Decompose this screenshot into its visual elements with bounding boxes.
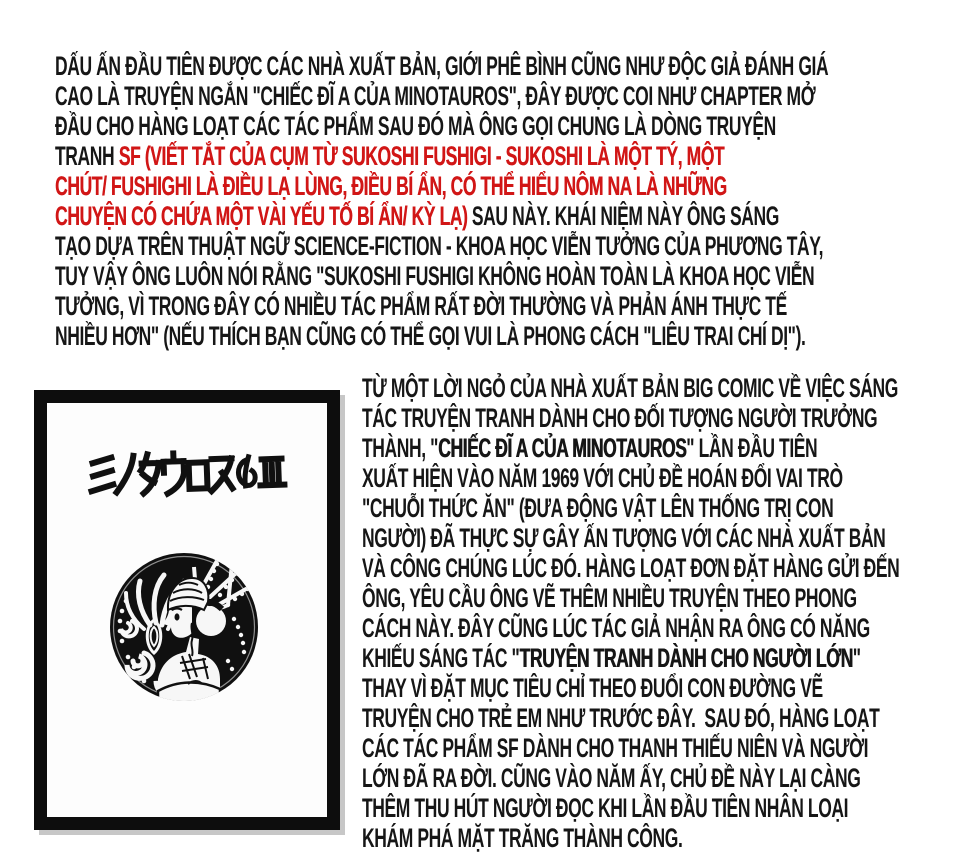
text-segment: TÁC TRUYỆN TRANH DÀNH CHO ĐỐI TƯỢNG NGƯỜI TRƯỞNG — [362, 403, 878, 433]
text-segment: XUẤT HIỆN VÀO NĂM 1969 VỚI CHỦ ĐỀ HOÁN ĐỔI VAI TRÒ — [362, 463, 843, 493]
text-line — [362, 433, 818, 463]
text-segment: TUY VẬY ÔNG LUÔN NÓI RẰNG "SUKOSHI FUSHIGI KHÔNG HOÀN TOÀN LÀ KHOA HỌC VIỄN — [55, 261, 815, 291]
text-segment: CÁCH NÀY. ĐÂY CŨNG LÚC TÁC GIẢ NHẬN RA ÔNG CÓ NĂNG — [362, 613, 870, 643]
intro-paragraph — [55, 51, 955, 351]
text-line — [55, 261, 815, 291]
text-line — [362, 583, 857, 613]
text-line — [55, 111, 776, 141]
text-segment: CHÚT/ FUSHIGHI LÀ ĐIỀU LẠ LÙNG, ĐIỀU BÍ ẨN, CÓ THỂ HIỂU NÔM NA LÀ NHỮNG — [55, 171, 727, 201]
text-line — [362, 613, 870, 643]
text-segment: TRUYỆN TRANH DÀNH CHO NGƯỜI LỚN — [519, 643, 853, 673]
text-line — [362, 823, 758, 853]
text-segment: NGƯỜI) ĐÃ THỰC SỰ GÂY ẤN TƯỢNG VỚI CÁC NHÀ XUẤT BẢN — [362, 523, 886, 553]
text-line — [362, 493, 834, 523]
text-segment: TẠO DỰA TRÊN THUẬT NGỮ SCIENCE-FICTION - KHOA HỌC VIỄN TƯỞNG CỦA PHƯƠNG TÂY, — [55, 231, 824, 261]
text-segment: THAY VÌ ĐẶT MỤC TIÊU CHỈ THEO ĐUỔI CON ĐƯỜNG VẼ — [362, 673, 823, 703]
text-segment: CÁC TÁC PHẨM SF DÀNH CHO THANH THIẾU NIÊN VÀ NGƯỜI — [362, 733, 869, 763]
text-line — [55, 231, 824, 261]
text-segment: THÊM THU HÚT NGƯỜI ĐỌC KHI LẦN ĐẦU TIÊN NHÂN LOẠI — [362, 793, 849, 823]
text-line — [362, 403, 878, 433]
text-segment: " — [852, 643, 861, 673]
text-line — [362, 643, 861, 673]
text-segment: TƯỞNG, VÌ TRONG ĐÂY CÓ NHIỀU TÁC PHẨM RẤT ĐỜI THƯỜNG VÀ PHẢN ÁNH THỰC TẾ — [55, 291, 787, 321]
text-segment: "CHUỖI THỨC ĂN" (ĐƯA ĐỘNG VẬT LÊN THỐNG TRỊ CON — [362, 493, 834, 523]
text-segment: CAO LÀ TRUYỆN NGẮN "CHIẾC ĐĨ A CỦA MINOTAUROS", ĐÂY ĐƯỢC COI NHƯ CHAPTER MỞ — [55, 81, 816, 111]
text-line — [362, 733, 869, 763]
text-line — [362, 763, 861, 793]
text-line — [362, 523, 886, 553]
text-segment: KHIẾU SÁNG TÁC " — [362, 643, 520, 673]
text-line — [362, 463, 843, 493]
text-line — [362, 373, 898, 403]
hair-strand — [191, 623, 192, 656]
hair-bun — [196, 606, 226, 636]
text-line — [55, 291, 787, 321]
text-line — [55, 141, 725, 171]
text-segment: CHUYỆN CÓ CHỨA MỘT VÀI YẾU TỐ BÍ ẨN/ KỲ LẠ) — [55, 201, 468, 231]
text-segment: TRANH — [55, 141, 119, 171]
text-line — [55, 201, 779, 231]
text-line — [55, 321, 806, 351]
text-segment: VÀ CÔNG CHÚNG LÚC ĐÓ. HÀNG LOẠT ĐƠN ĐẶT HÀNG GỬI ĐẾN — [362, 553, 900, 583]
text-segment: THÀNH, " — [362, 433, 439, 463]
text-line — [362, 553, 900, 583]
text-segment: ÔNG, YÊU CẦU ÔNG VẼ THÊM NHIỀU TRUYỆN THEO PHONG — [362, 583, 857, 613]
text-line — [55, 81, 816, 111]
text-segment: SAU NÀY. KHÁI NIỆM NÀY ÔNG SÁNG — [467, 201, 779, 231]
text-segment: " LẦN ĐẦU TIÊN — [686, 433, 818, 463]
text-segment: ĐẦU CHO HÀNG LOẠT CÁC TÁC PHẨM SAU ĐÓ MÀ ÔNG GỌI CHUNG LÀ DÒNG TRUYỆN — [55, 111, 776, 141]
text-segment: DẤU ẤN ĐẦU TIÊN ĐƯỢC CÁC NHÀ XUẤT BẢN, GIỚI PHÊ BÌNH CŨNG NHƯ ĐỘC GIẢ ĐÁNH GIÁ — [55, 51, 829, 81]
text-line — [362, 673, 823, 703]
text-line — [55, 51, 829, 81]
text-line — [362, 793, 849, 823]
text-line — [362, 703, 880, 733]
text-segment: CHIẾC ĐĨ A CỦA MINOTAUROS — [438, 433, 687, 463]
text-line — [55, 171, 727, 201]
text-segment: TRUYỆN CHO TRẺ EM NHƯ TRƯỚC ĐÂY. SAU ĐÓ, HÀNG LOẠT — [362, 703, 880, 733]
book-cover — [34, 390, 340, 830]
body-paragraph — [362, 373, 960, 853]
cover-artwork — [34, 390, 340, 830]
text-segment: LỚN ĐÃ RA ĐỜI. CŨNG VÀO NĂM ẤY, CHỦ ĐỀ NÀY LẠI CÀNG — [362, 763, 861, 793]
text-segment: SF (VIẾT TẮT CỦA CỤM TỪ SUKOSHI FUSHIGI - SUKOSHI LÀ MỘT TÝ, MỘT — [118, 141, 725, 171]
eye — [175, 613, 180, 620]
text-segment: TỪ MỘT LỜI NGỎ CỦA NHÀ XUẤT BẢN BIG COMIC VỀ VIỆC SÁNG — [362, 373, 898, 403]
text-segment: NHIỀU HƠN" (NẾU THÍCH BẠN CŨNG CÓ THỂ GỌI VUI LÀ PHONG CÁCH "LIÊU TRAI CHÍ DỊ"). — [55, 321, 806, 351]
text-segment: KHÁM PHÁ MẶT TRĂNG THÀNH CÔNG. — [362, 823, 683, 853]
